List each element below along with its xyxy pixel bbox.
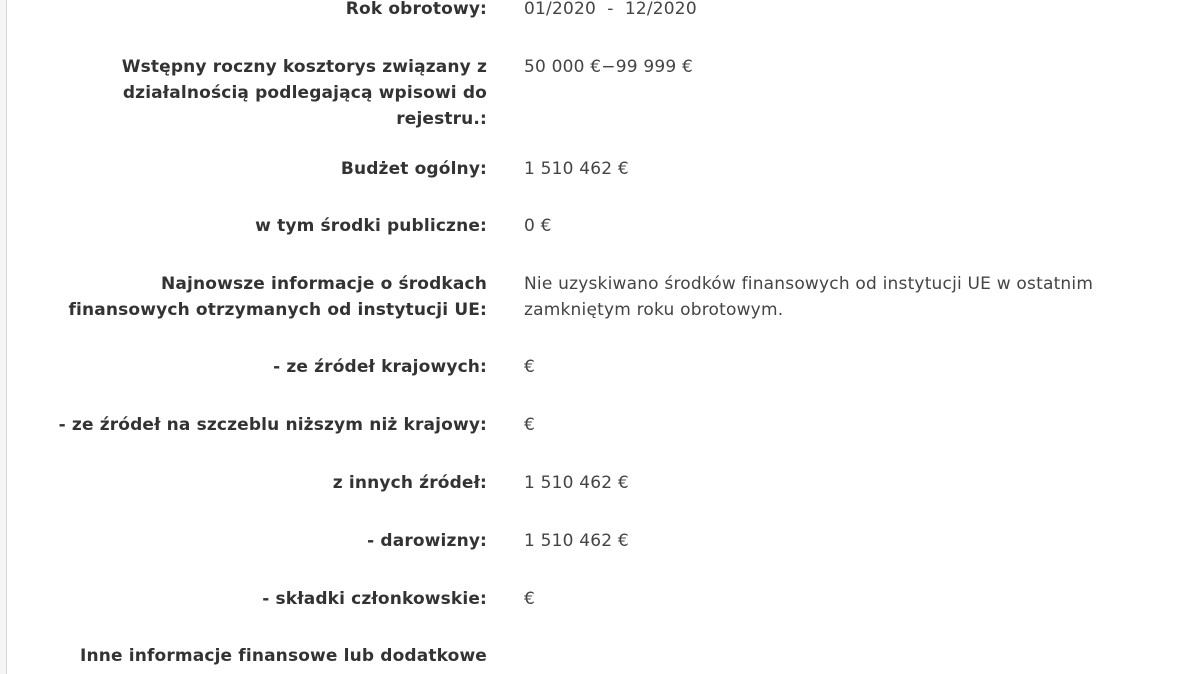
annual-cost-estimate-label-line3: rejestru.: — [396, 109, 487, 129]
eu-funding-value-line1: Nie uzyskiwano środków finansowych od instytucji UE w ostatnim — [524, 274, 1094, 294]
eu-funding-value-line2: zamkniętym roku obrotowym. — [524, 300, 784, 320]
eu-funding-label-line2: finansowych otrzymanych od instytucji UE: — [68, 300, 487, 320]
annual-cost-estimate-label-line2: działalnością podlegającą wpisowi do — [122, 83, 487, 103]
register-entry-financial-section — [6, 0, 1200, 674]
total-budget-value: 1 510 462 € — [524, 159, 629, 179]
eu-funding-label — [17, 271, 487, 323]
eu-funding-value — [524, 271, 1164, 323]
total-budget-label: Budżet ogólny: — [340, 159, 487, 179]
other-sources-value: 1 510 462 € — [524, 473, 629, 493]
annual-cost-estimate-value: 50 000 €−99 999 € — [524, 57, 694, 77]
donations-value: 1 510 462 € — [524, 531, 629, 551]
membership-fees-label: - składki członkowskie: — [262, 589, 487, 609]
public-funds-value: 0 € — [524, 216, 552, 236]
annual-cost-estimate-label — [17, 54, 487, 132]
annual-cost-estimate-label-line1: Wstępny roczny kosztorys związany z — [121, 57, 487, 77]
public-funds-label: w tym środki publiczne: — [255, 216, 487, 236]
fiscal-year-separator — [596, 0, 607, 19]
other-sources-label: z innych źródeł: — [332, 473, 487, 493]
donations-label: - darowizny: — [367, 531, 487, 551]
fiscal-year-from: 01/2020 — [524, 0, 597, 19]
eu-funding-label-line1: Najnowsze informacje o środkach — [161, 274, 487, 294]
fiscal-year-to: 12/2020 — [624, 0, 697, 19]
subnational-sources-value: € — [524, 415, 536, 435]
national-sources-value: € — [524, 357, 536, 377]
fiscal-year-label: Rok obrotowy: — [345, 0, 487, 19]
membership-fees-value: € — [524, 589, 536, 609]
fiscal-year-value — [524, 0, 1164, 22]
national-sources-label: - ze źródeł krajowych: — [273, 357, 487, 377]
fiscal-year-gap — [614, 0, 625, 19]
subnational-sources-label: - ze źródeł na szczeblu niższym niż krajowy: — [58, 415, 487, 435]
other-financial-info-label: Inne informacje finansowe lub dodatkowe — [79, 646, 487, 666]
fiscal-year-dash: - — [607, 0, 614, 19]
